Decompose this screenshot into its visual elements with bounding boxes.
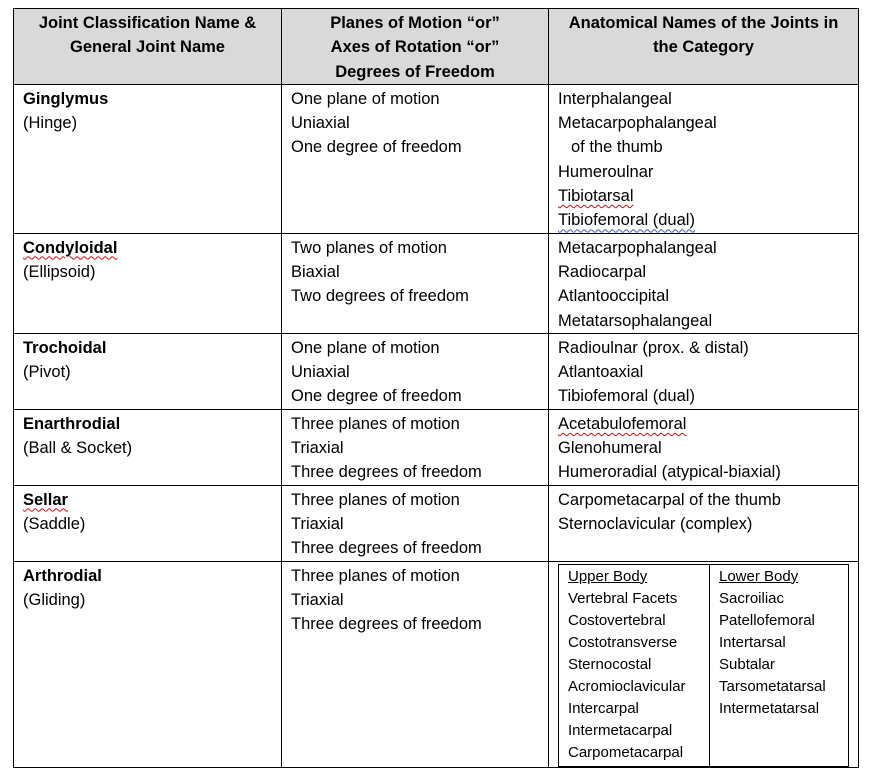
- classification-cell: [14, 84, 282, 233]
- joint-text: Humeroulnar: [558, 162, 654, 181]
- gliding-joints-subtable: [558, 564, 849, 767]
- header-text: Degrees of Freedom: [335, 62, 495, 81]
- joint-name: Condyloidal: [23, 238, 118, 257]
- motion-text: One plane of motion: [291, 89, 440, 108]
- motion-cell: [282, 333, 549, 409]
- joint-text: Costotransverse: [568, 633, 678, 651]
- header-text: General Joint Name: [70, 38, 225, 57]
- joint-text: Metacarpophalangeal: [558, 238, 717, 257]
- anatomical-cell: [549, 233, 859, 333]
- upper-body-title: Upper Body: [568, 567, 648, 585]
- joint-text: Costovertebral: [568, 611, 666, 629]
- joint-text: Intermetacarpal: [568, 721, 673, 739]
- joint-text: Carpometacarpal: [568, 743, 684, 761]
- lower-body-title: Lower Body: [719, 567, 799, 585]
- joint-text: Carpometacarpal of the thumb: [558, 490, 781, 509]
- anatomical-cell: [549, 84, 859, 233]
- motion-text: One degree of freedom: [291, 138, 462, 157]
- motion-text: Uniaxial: [291, 363, 350, 382]
- classification-cell: [14, 561, 282, 767]
- joint-name: Enarthrodial: [23, 414, 121, 433]
- anatomical-cell: [549, 561, 859, 767]
- general-name: (Hinge): [23, 114, 78, 133]
- motion-text: Triaxial: [291, 514, 344, 533]
- joint-text: Sternoclavicular (complex): [558, 514, 753, 533]
- motion-text: Three degrees of freedom: [291, 615, 482, 634]
- joint-text: Vertebral Facets: [568, 589, 678, 607]
- motion-text: Triaxial: [291, 590, 344, 609]
- general-name: (Gliding): [23, 590, 86, 609]
- motion-cell: [282, 561, 549, 767]
- motion-cell: [282, 409, 549, 485]
- motion-cell: [282, 485, 549, 561]
- joint-text: Intertarsal: [719, 633, 786, 651]
- joint-text: Tibiofemoral (dual): [558, 387, 695, 406]
- table-row: [14, 409, 859, 485]
- motion-cell: [282, 233, 549, 333]
- classification-cell: [14, 485, 282, 561]
- motion-text: Three planes of motion: [291, 414, 460, 433]
- motion-text: Three degrees of freedom: [291, 463, 482, 482]
- joint-classification-table: [13, 8, 859, 768]
- upper-body-column: [559, 564, 710, 766]
- header-text: Axes of Rotation “or”: [330, 38, 500, 57]
- joint-text: Tibiotarsal: [558, 187, 634, 206]
- joint-name: Arthrodial: [23, 566, 102, 585]
- header-text: the Category: [653, 38, 754, 57]
- general-name: (Ellipsoid): [23, 262, 96, 281]
- anatomical-cell: [549, 333, 859, 409]
- joint-text: Subtalar: [719, 655, 775, 673]
- header-classification: [14, 9, 282, 85]
- joint-text: Metatarsophalangeal: [558, 311, 713, 330]
- general-name: (Saddle): [23, 514, 86, 533]
- header-text: Joint Classification Name &: [38, 14, 257, 32]
- motion-text: Uniaxial: [291, 114, 350, 133]
- joint-text: Sacroiliac: [719, 589, 785, 607]
- motion-text: Three degrees of freedom: [291, 539, 482, 558]
- motion-text: One plane of motion: [291, 338, 440, 357]
- table-row: [14, 485, 859, 561]
- header-planes: [282, 9, 549, 85]
- motion-text: Three planes of motion: [291, 566, 460, 585]
- joint-name: Trochoidal: [23, 338, 107, 357]
- general-name: (Pivot): [23, 363, 71, 382]
- joint-text: Humeroradial (atypical-biaxial): [558, 463, 781, 482]
- joint-text: Tibiofemoral (dual): [558, 211, 695, 230]
- motion-text: One degree of freedom: [291, 387, 462, 406]
- joint-text: Tarsometatarsal: [719, 677, 826, 695]
- header-anatomical: [549, 9, 859, 85]
- table-row: [14, 333, 859, 409]
- joint-text: Metacarpophalangeal: [558, 114, 717, 133]
- motion-text: Triaxial: [291, 439, 344, 458]
- general-name: (Ball & Socket): [23, 439, 133, 458]
- joint-text: Atlantoaxial: [558, 363, 644, 382]
- classification-cell: [14, 333, 282, 409]
- joint-text: Acromioclavicular: [568, 677, 686, 695]
- motion-text: Biaxial: [291, 262, 340, 281]
- motion-text: Two degrees of freedom: [291, 287, 469, 306]
- anatomical-cell: [549, 409, 859, 485]
- table-row: [14, 561, 859, 767]
- classification-cell: [14, 233, 282, 333]
- joint-text: Atlantooccipital: [558, 287, 669, 306]
- joint-text: Patellofemoral: [719, 611, 815, 629]
- header-text: Planes of Motion “or”: [330, 14, 500, 32]
- motion-text: Two planes of motion: [291, 238, 447, 257]
- joint-text: Glenohumeral: [558, 439, 662, 458]
- joint-text: Intermetatarsal: [719, 699, 820, 717]
- anatomical-cell: [549, 485, 859, 561]
- joint-text: of the thumb: [571, 138, 663, 157]
- joint-name: Ginglymus: [23, 89, 109, 108]
- joint-text: Interphalangeal: [558, 89, 672, 108]
- joint-text: Radiocarpal: [558, 262, 647, 281]
- motion-text: Three planes of motion: [291, 490, 460, 509]
- joint-text: Radioulnar (prox. & distal): [558, 338, 749, 357]
- lower-body-column: [710, 564, 849, 766]
- joint-text: Sternocostal: [568, 655, 652, 673]
- header-row: [14, 9, 859, 85]
- table-row: [14, 84, 859, 233]
- table-row: [14, 233, 859, 333]
- joint-name: Sellar: [23, 490, 68, 509]
- motion-cell: [282, 84, 549, 233]
- joint-text: Acetabulofemoral: [558, 414, 687, 433]
- classification-cell: [14, 409, 282, 485]
- header-text: Anatomical Names of the Joints in: [568, 14, 839, 32]
- joint-text: Intercarpal: [568, 699, 639, 717]
